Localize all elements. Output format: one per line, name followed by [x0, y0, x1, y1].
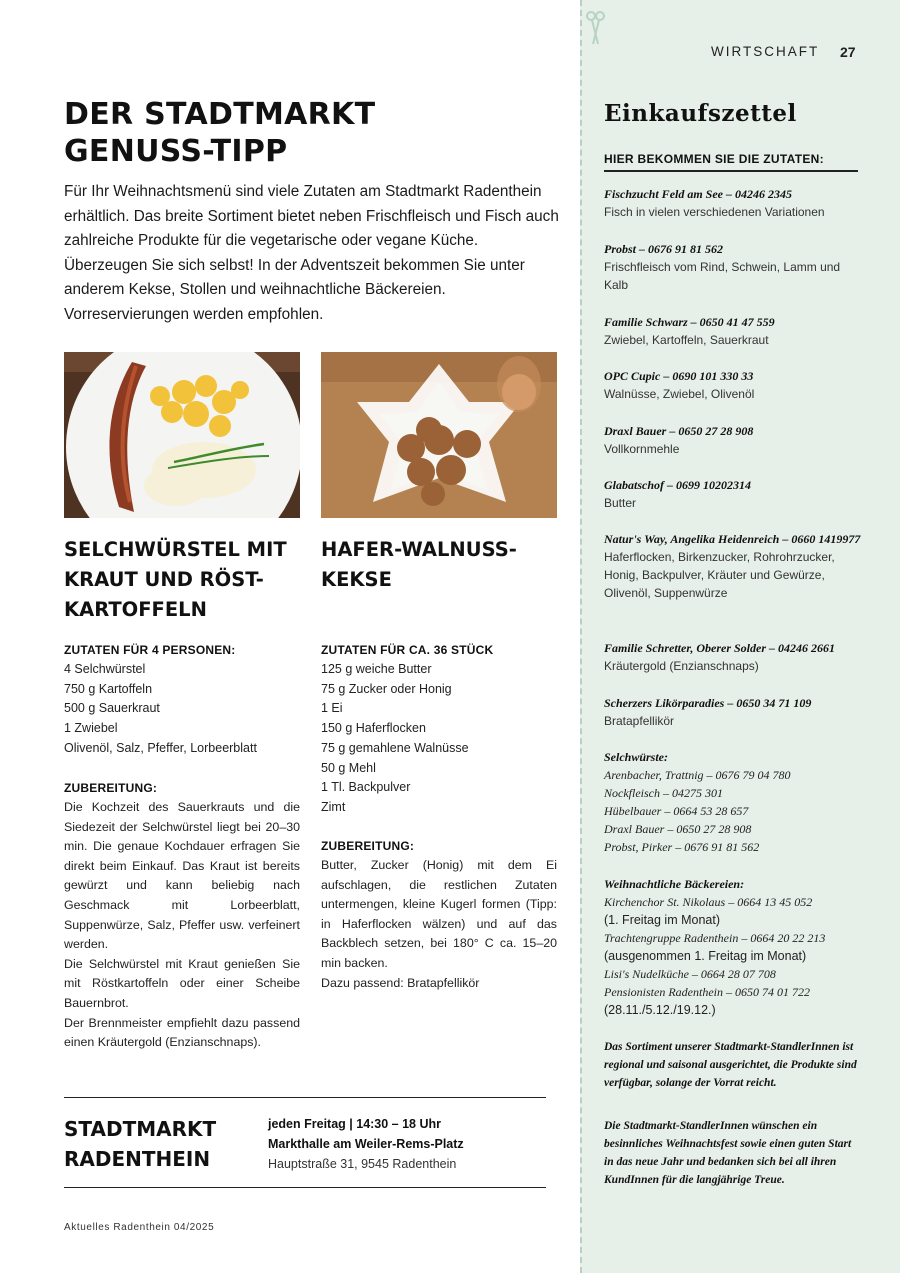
- recipe-title-line: SELCHWÜRSTEL MIT: [64, 538, 287, 561]
- ingredients-list: [321, 660, 557, 818]
- preparation-paragraph: Die Kochzeit des Sauerkrauts und die Siedezeit der Selchwürstel liegt bei 20–30 min. Die genaue Kochdauer erfragen Sie direkt beim Einkauf. Das Kraut ist bereits gewürzt und kann beliebig nach Geschmack mit Lorbeerblatt, Suppenwürze, Salz, Pfeffer usw. verfeinert werden.: [64, 800, 300, 952]
- ingredient-item: 150 g Haferflocken: [321, 721, 426, 736]
- vendor-heading: Natur's Way, Angelika Heidenreich – 0660 1419977: [604, 532, 861, 546]
- vendor-products: Butter: [604, 496, 637, 510]
- ingredients-list: [64, 660, 300, 759]
- shopping-list-title: Einkaufszettel: [604, 100, 797, 127]
- preparation-heading: ZUBEREITUNG:: [64, 781, 158, 795]
- selchwuerste-list: [604, 748, 866, 856]
- preparation-text: [64, 798, 300, 1053]
- title-line: GENUSS-TIPP: [64, 134, 288, 169]
- ingredient-item: 125 g weiche Butter: [321, 662, 432, 676]
- baeckereien-list: [604, 875, 866, 1019]
- ingredient-item: 500 g Sauerkraut: [64, 701, 160, 716]
- ingredient-item: 1 Ei: [321, 701, 343, 716]
- recipe-title-line: KEKSE: [321, 568, 392, 591]
- vendor-line: Lisi's Nudelküche – 0664 28 07 708: [604, 967, 776, 981]
- vendor-products: Frischfleisch vom Rind, Schwein, Lamm und Kalb: [604, 260, 841, 292]
- vendor-products: Bratapfellikör: [604, 714, 675, 728]
- ingredient-item: 4 Selchwürstel: [64, 662, 146, 676]
- vendor-entry: [604, 694, 866, 730]
- photo-sausage-dish: [64, 352, 300, 518]
- vendor-entry: [604, 185, 866, 221]
- greeting-note: Die Stadtmarkt-StandlerInnen wünschen ein besinnliches Weihnachtsfest sowie einen guten Start in das neue Jahr und bedanken sich bei all ihren KundInnen für die langjährige Treue.: [604, 1120, 852, 1186]
- intro-text: Für Ihr Weihnachtsmenü sind viele Zutaten am Stadtmarkt Radenthein erhältlich. Das breite Sortiment bietet neben Frischfleisch und Fisch auch zahlreiche Produkte für die vegetarische oder vegane Küche. Überzeugen Sie sich selbst! In der Adventszeit bekommen Sie unter anderem Kekse, Stollen und weihnachtliche Bäckereien. Vorreservierungen werden empfohlen.: [64, 183, 559, 323]
- vendor-line: (ausgenommen 1. Freitag im Monat): [604, 949, 807, 963]
- divider: [64, 1097, 546, 1098]
- preparation-paragraph: Der Brennmeister empfiehlt dazu passend einen Kräutergold (Enzianschnaps).: [64, 1015, 300, 1050]
- vendor-line: Probst, Pirker – 0676 91 81 562: [604, 840, 760, 854]
- vendor-heading: Scherzers Likörparadies – 0650 34 71 109: [604, 696, 812, 710]
- title-line: DER STADTMARKT: [64, 97, 376, 132]
- ingredient-item: 75 g Zucker oder Honig: [321, 681, 452, 696]
- ingredient-item: 1 Tl. Backpulver: [321, 780, 411, 795]
- vendor-products: Haferflocken, Birkenzucker, Rohrohrzucker, Honig, Backpulver, Kräuter und Gewürze, Olivenöl, Suppenwürze: [604, 550, 835, 600]
- preparation-paragraph: Die Selchwürstel mit Kraut genießen Sie mit Röstkartoffeln oder einer Scheibe Bauernbrot.: [64, 956, 300, 1010]
- vendor-line: Hübelbauer – 0664 53 28 657: [604, 804, 749, 818]
- shopping-list-subtitle: HIER BEKOMMEN SIE DIE ZUTATEN:: [604, 152, 858, 172]
- footer-issue: Aktuelles Radenthein 04/2025: [64, 1222, 215, 1233]
- recipe-title-line: KARTOFFELN: [64, 598, 207, 621]
- vendor-heading: Familie Schretter, Oberer Solder – 04246 2661: [604, 641, 835, 655]
- vendor-products: Zwiebel, Kartoffeln, Sauerkraut: [604, 333, 769, 347]
- section-label: WIRTSCHAFT: [711, 44, 820, 59]
- assortment-note: Das Sortiment unserer Stadtmarkt-StandlerInnen ist regional und saisonal ausgerichtet, die Produkte sind verfügbar, solange der Vorrat reicht.: [604, 1041, 857, 1089]
- divider: [64, 1187, 546, 1188]
- vendor-heading: Fischzucht Feld am See – 04246 2345: [604, 187, 793, 201]
- vendor-products: Walnüsse, Zwiebel, Olivenöl: [604, 387, 755, 401]
- ingredient-item: 75 g gemahlene Walnüsse: [321, 740, 469, 755]
- vendor-entry: [604, 476, 866, 512]
- vendor-entry: [604, 367, 866, 403]
- ingredient-item: 50 g Mehl: [321, 760, 376, 775]
- preparation-paragraph: Butter, Zucker (Honig) mit dem Ei aufschlagen, die restlichen Zutaten untermengen, kleine Kugerl formen (Tipp: in Haferflocken wälzen) und auf das Backblech setzen, bei 180° C ca. 15–20 min backen.: [321, 858, 557, 970]
- photo-cookies: [321, 352, 557, 518]
- vendor-line: Kirchenchor St. Nikolaus – 0664 13 45 052: [604, 895, 813, 909]
- vendor-line: (28.11./5.12./19.12.): [604, 1003, 716, 1017]
- ingredient-item: 750 g Kartoffeln: [64, 681, 153, 696]
- vendor-line: Nockfleisch – 04275 301: [604, 786, 723, 800]
- market-info: [268, 1114, 464, 1174]
- recipe-title-line: KRAUT UND RÖST-: [64, 568, 264, 591]
- preparation-paragraph: Dazu passend: Bratapfellikör: [321, 975, 480, 990]
- vendor-heading: Selchwürste:: [604, 750, 669, 764]
- recipe-title-selchwuerstel: [64, 535, 304, 625]
- recipe-title-kekse: [321, 535, 557, 595]
- vendor-entry: [604, 313, 866, 349]
- ingredients-heading: ZUTATEN FÜR 4 PERSONEN:: [64, 643, 236, 657]
- ingredient-item: Zimt: [321, 799, 346, 814]
- vendor-heading: Weihnachtliche Bäckereien:: [604, 877, 745, 891]
- market-address: Hauptstraße 31, 9545 Radenthein: [268, 1157, 457, 1171]
- vendor-entry: [604, 240, 866, 294]
- vendor-entry: [604, 530, 866, 602]
- market-schedule: jeden Freitag | 14:30 – 18 Uhr: [268, 1117, 442, 1131]
- recipe-title-line: HAFER-WALNUSS-: [321, 538, 517, 561]
- market-name-line: RADENTHEIN: [64, 1147, 211, 1171]
- market-name-line: STADTMARKT: [64, 1117, 217, 1141]
- page-number: 27: [840, 44, 856, 60]
- market-name: [64, 1114, 216, 1174]
- vendor-heading: OPC Cupic – 0690 101 330 33: [604, 369, 754, 383]
- scissors-icon: [584, 8, 606, 48]
- vendor-line: Draxl Bauer – 0650 27 28 908: [604, 822, 752, 836]
- preparation-heading: ZUBEREITUNG:: [321, 839, 415, 853]
- vendor-heading: Glabatschof – 0699 10202314: [604, 478, 751, 492]
- vendor-heading: Draxl Bauer – 0650 27 28 908: [604, 424, 754, 438]
- market-venue: Markthalle am Weiler-Rems-Platz: [268, 1137, 464, 1151]
- ingredient-item: 1 Zwiebel: [64, 721, 118, 736]
- vendor-entry: [604, 639, 866, 675]
- vendor-entry: [604, 422, 866, 458]
- vendor-line: Pensionisten Radenthein – 0650 74 01 722: [604, 985, 810, 999]
- ingredients-heading: ZUTATEN FÜR CA. 36 STÜCK: [321, 643, 494, 657]
- preparation-text: [321, 856, 557, 993]
- vendor-line: Trachtengruppe Radenthein – 0664 20 22 213: [604, 931, 826, 945]
- vendor-products: Vollkornmehle: [604, 442, 680, 456]
- vendor-products: Kräutergold (Enzianschnaps): [604, 659, 759, 673]
- vendor-products: Fisch in vielen verschiedenen Variationen: [604, 205, 825, 219]
- page-title: [64, 96, 375, 170]
- vendor-heading: Familie Schwarz – 0650 41 47 559: [604, 315, 775, 329]
- vendor-line: Arenbacher, Trattnig – 0676 79 04 780: [604, 768, 791, 782]
- vendor-line: (1. Freitag im Monat): [604, 913, 721, 927]
- vendor-heading: Probst – 0676 91 81 562: [604, 242, 724, 256]
- ingredient-item: Olivenöl, Salz, Pfeffer, Lorbeerblatt: [64, 740, 257, 755]
